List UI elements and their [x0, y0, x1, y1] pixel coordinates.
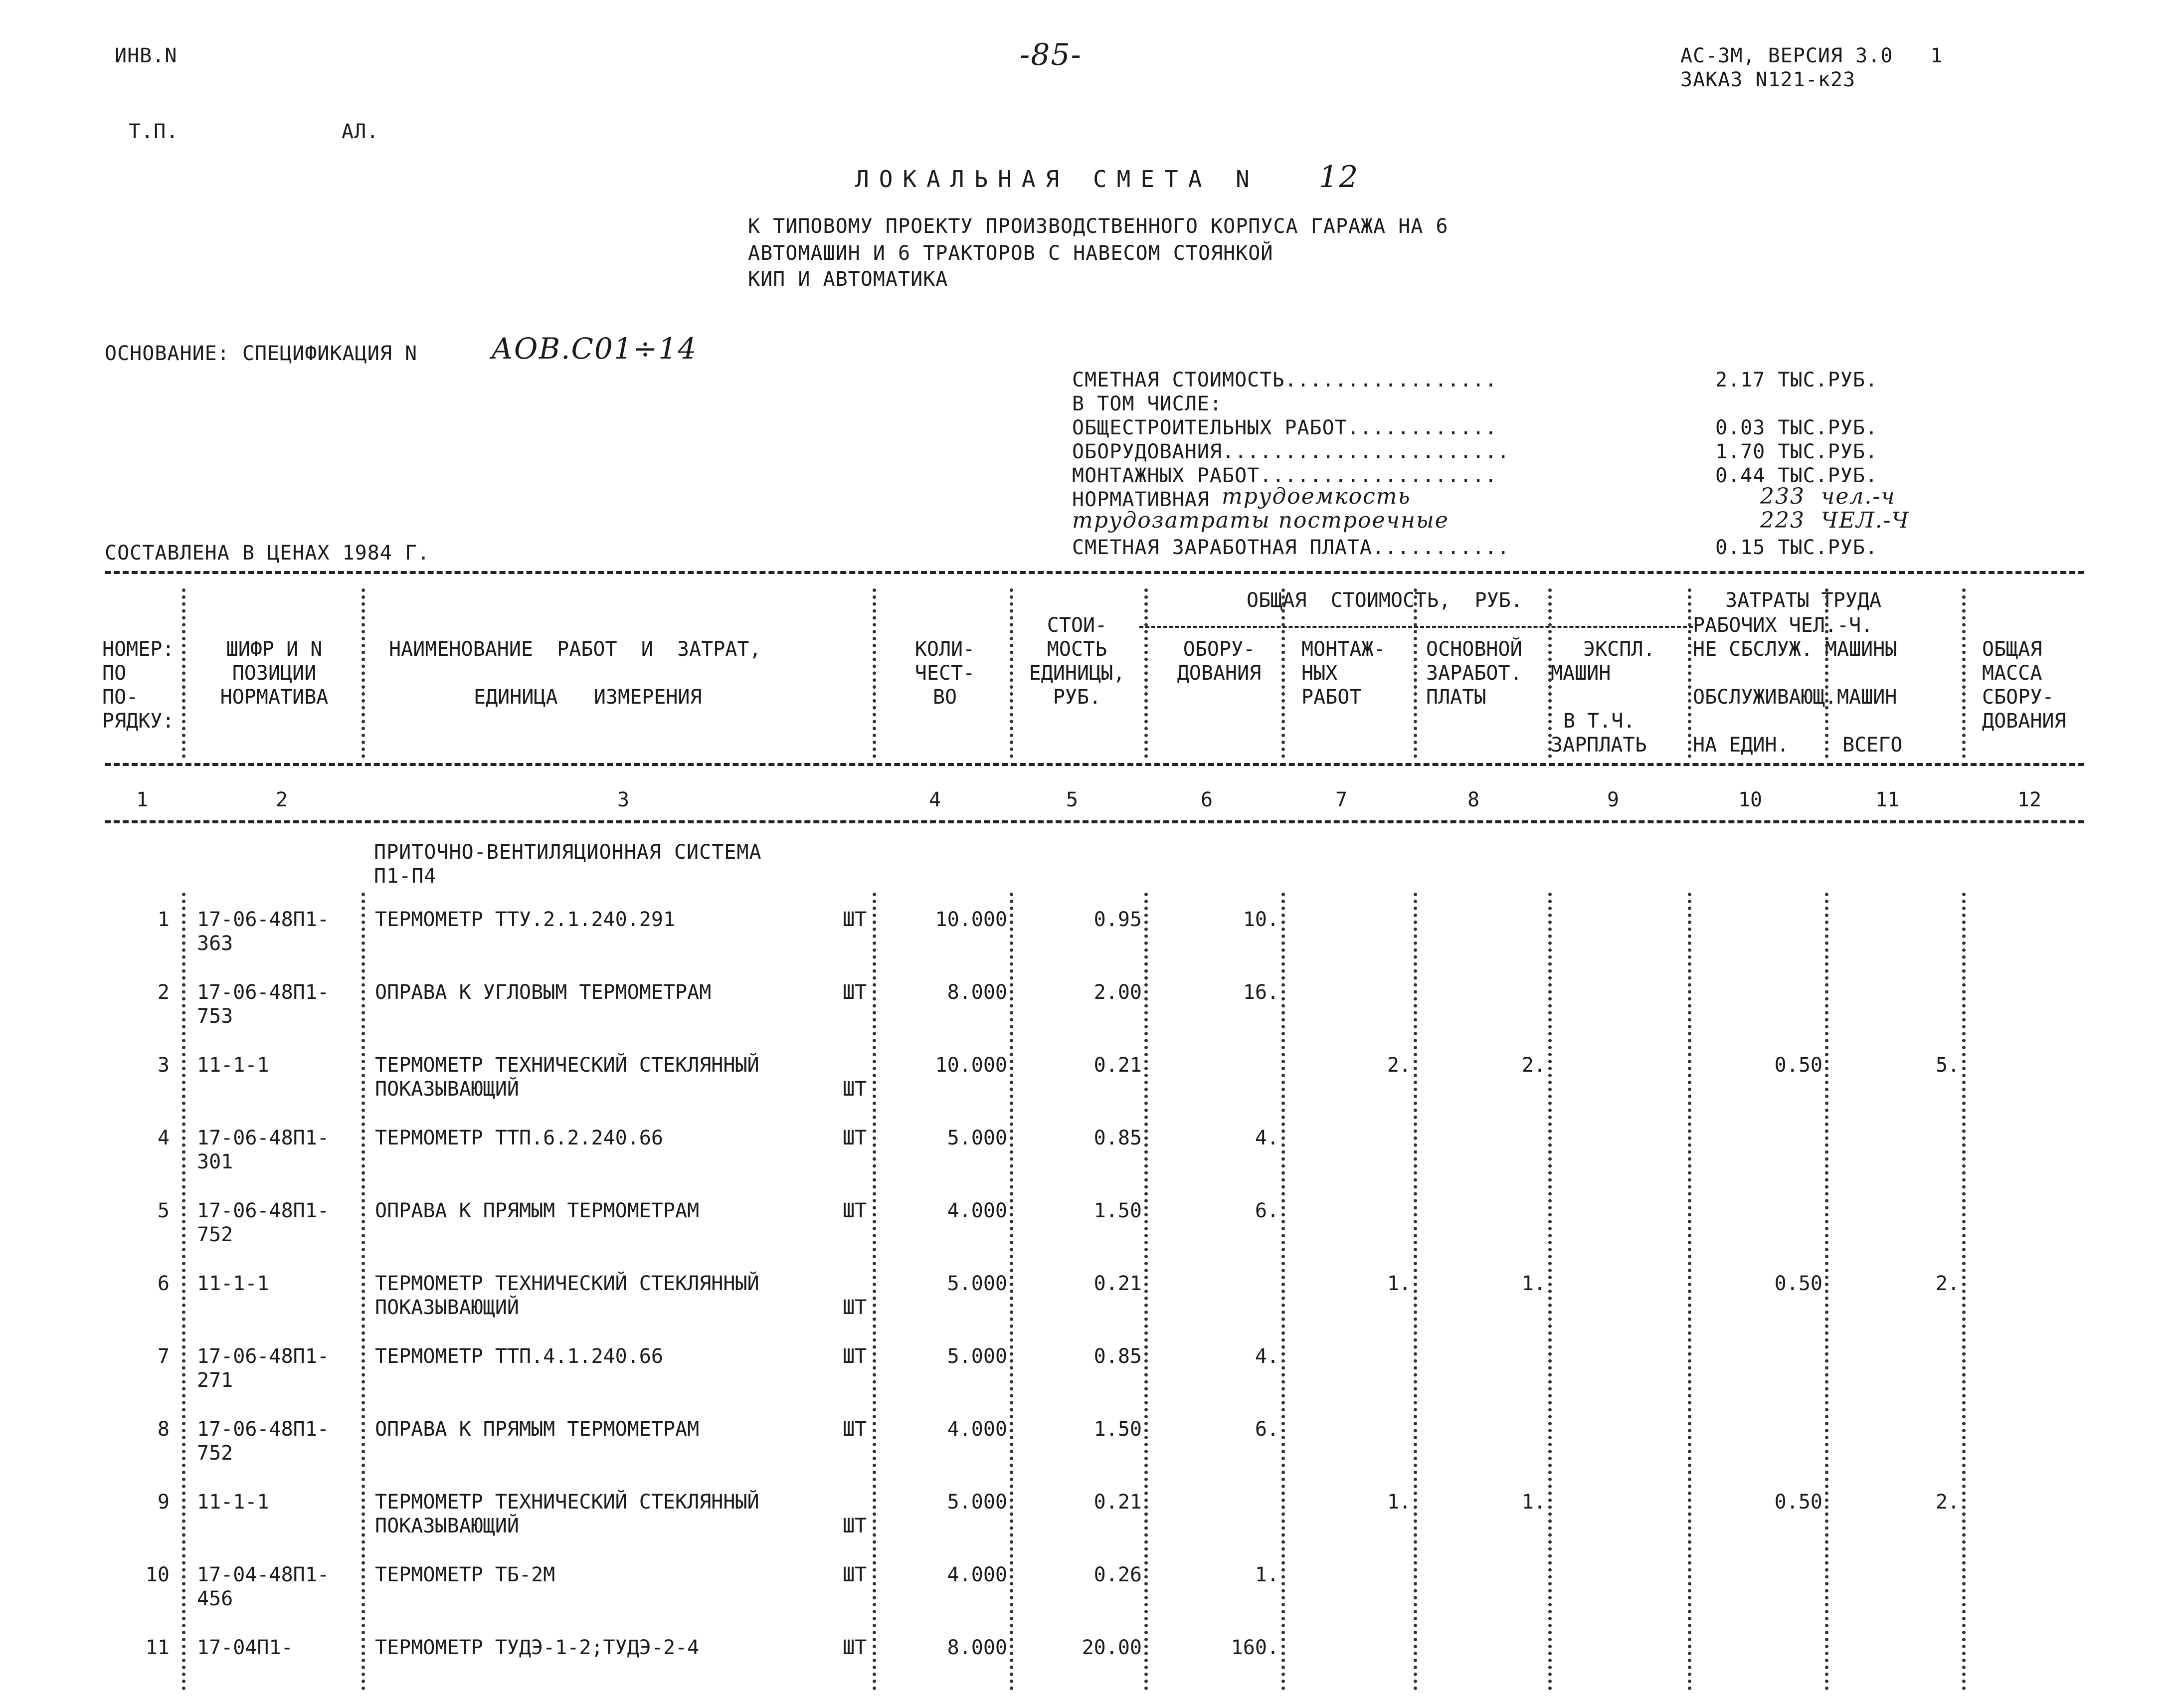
row-equipment: 6. — [1255, 1199, 1279, 1222]
summary-value: 2.17 ТЫС.РУБ. — [1715, 369, 1878, 391]
column-separator — [1688, 588, 1691, 758]
summary-value: 1.70 ТЫС.РУБ. — [1715, 440, 1878, 463]
row-unit: ШТ — [843, 1636, 867, 1659]
row-name: ТЕРМОМЕТР ТЕХНИЧЕСКИЙ СТЕКЛЯННЫЙ — [375, 1491, 759, 1514]
row-name: ТЕРМОМЕТР ТЕХНИЧЕСКИЙ СТЕКЛЯННЫЙ — [375, 1054, 759, 1077]
row-code: 11-1-1 — [197, 1491, 269, 1514]
header-labor-subgroup: НЕ СБСЛУЖ. МАШИНЫ — [1693, 638, 1897, 661]
row-number: 1 — [157, 908, 170, 931]
column-separator — [182, 588, 185, 758]
header-code: ПОЗИЦИИ — [232, 662, 317, 685]
column-number: 9 — [1607, 788, 1620, 811]
row-code: 17-06-48П1- — [197, 1199, 329, 1222]
column-separator — [362, 893, 365, 1691]
row-name: ТЕРМОМЕТР ТТП.6.2.240.66 — [375, 1127, 663, 1149]
tp-label: Т.П. — [129, 120, 179, 143]
column-number: 7 — [1335, 788, 1348, 811]
header-mass: СБОРУ- — [1982, 686, 2054, 709]
section-title-line-2: П1-П4 — [374, 865, 437, 888]
header-top-rule — [105, 571, 2084, 574]
header-cost-group: ОБЩАЯ СТОИМОСТЬ, РУБ. — [1247, 589, 1523, 612]
prices-note: СОСТАВЛЕНА В ЦЕНАХ 1984 Г. — [105, 542, 430, 565]
header-wages: ЗАРАБОТ. — [1426, 662, 1522, 685]
row-number: 10 — [145, 1563, 170, 1586]
row-quantity: 5.000 — [947, 1491, 1007, 1514]
column-separator — [1144, 588, 1148, 758]
row-name: ПОКАЗЫВАЮЩИЙ — [375, 1078, 519, 1101]
row-name: ПОКАЗЫВАЮЩИЙ — [375, 1296, 519, 1319]
row-unit: ШТ — [843, 1296, 867, 1319]
document-title: ЛОКАЛЬНАЯ СМЕТА N — [855, 166, 1260, 192]
row-code: 17-06-48П1- — [197, 1127, 329, 1149]
column-separator — [873, 588, 876, 758]
row-mounting: 1. — [1387, 1272, 1411, 1295]
row-unit: ШТ — [843, 1515, 867, 1537]
row-labor-unit: 0.50 — [1774, 1054, 1822, 1077]
column-separator — [362, 588, 365, 758]
column-number: 8 — [1467, 788, 1480, 811]
row-unit-price: 0.85 — [1093, 1345, 1142, 1368]
header-quantity: ЧЕСТ- — [914, 662, 975, 685]
column-number: 4 — [928, 788, 941, 811]
row-number: 4 — [157, 1127, 170, 1149]
subtitle-line-3: КИП И АВТОМАТИКА — [748, 268, 948, 291]
document-number: 12 — [1319, 160, 1359, 194]
row-code: 271 — [197, 1369, 233, 1392]
version-label: АС-3М, ВЕРСИЯ 3.0 1 — [1680, 44, 1943, 67]
column-numbers-rule — [105, 820, 2084, 823]
row-unit-price: 1.50 — [1093, 1199, 1142, 1222]
row-name: ОПРАВА К ПРЯМЫМ ТЕРМОМЕТРАМ — [375, 1199, 700, 1222]
column-number: 11 — [1875, 788, 1900, 811]
row-number: 7 — [157, 1345, 170, 1368]
row-code: 753 — [197, 1005, 233, 1028]
row-unit: ШТ — [843, 1418, 867, 1441]
basis-label: ОСНОВАНИЕ: СПЕЦИФИКАЦИЯ N — [105, 342, 418, 365]
header-labor-group: ЗАТРАТЫ ТРУДА — [1725, 589, 1882, 612]
header-labor-total: ВСЕГО — [1842, 734, 1903, 757]
header-mounting: МОНТАЖ- — [1301, 638, 1386, 661]
row-quantity: 4.000 — [947, 1563, 1007, 1586]
row-number: 9 — [157, 1491, 170, 1514]
row-code: 17-06-48П1- — [197, 1345, 329, 1368]
header-quantity: КОЛИ- — [914, 638, 975, 661]
al-label: АЛ. — [342, 120, 379, 143]
row-equipment: 10. — [1243, 908, 1279, 931]
row-equipment: 160. — [1231, 1636, 1279, 1659]
row-unit: ШТ — [843, 1345, 867, 1368]
section-title-line-1: ПРИТОЧНО-ВЕНТИЛЯЦИОННАЯ СИСТЕМА — [374, 841, 762, 864]
header-equipment: ДОВАНИЯ — [1177, 662, 1262, 685]
row-labor-total: 2. — [1935, 1272, 1960, 1295]
summary-label: В ТОМ ЧИСЛЕ: — [1072, 392, 1222, 415]
header-mounting: РАБОТ — [1301, 686, 1362, 709]
row-code: 363 — [197, 932, 233, 955]
column-separator — [1414, 893, 1417, 1691]
row-unit-price: 1.50 — [1093, 1418, 1142, 1441]
subtitle-line-1: К ТИПОВОМУ ПРОЕКТУ ПРОИЗВОДСТВЕННОГО КОРПУСА ГАРАЖА НА 6 — [748, 215, 1449, 238]
summary-value: 0.15 ТЫС.РУБ. — [1715, 536, 1878, 559]
row-code: 17-04П1- — [197, 1636, 293, 1659]
row-name: ТЕРМОМЕТР ТУДЭ-1-2;ТУДЭ-2-4 — [375, 1636, 700, 1659]
row-unit-price: 0.26 — [1093, 1563, 1142, 1586]
header-machines: В Т.Ч. — [1563, 710, 1635, 733]
row-quantity: 4.000 — [947, 1418, 1007, 1441]
column-number: 10 — [1738, 788, 1763, 811]
column-separator — [873, 893, 876, 1691]
row-code: 11-1-1 — [197, 1054, 269, 1077]
column-separator — [1962, 893, 1966, 1691]
row-equipment: 16. — [1243, 981, 1279, 1004]
header-code: НОРМАТИВА — [220, 686, 329, 709]
column-number: 2 — [275, 788, 288, 811]
row-number: 3 — [157, 1054, 170, 1077]
row-mounting: 1. — [1387, 1491, 1411, 1514]
row-labor-total: 2. — [1935, 1491, 1960, 1514]
row-unit-price: 0.21 — [1093, 1054, 1142, 1077]
summary-label: ОБЩЕСТРОИТЕЛЬНЫХ РАБОТ............ — [1072, 416, 1497, 439]
header-unit: ЕДИНИЦА ИЗМЕРЕНИЯ — [474, 686, 702, 709]
row-labor-total: 5. — [1935, 1054, 1960, 1077]
column-separator — [1281, 588, 1285, 758]
header-name: НАИМЕНОВАНИЕ РАБОТ И ЗАТРАТ, — [389, 638, 761, 661]
order-label: ЗАКАЗ N121-к23 — [1680, 68, 1856, 91]
row-number: 6 — [157, 1272, 170, 1295]
column-separator — [1414, 588, 1417, 758]
row-unit: ШТ — [843, 1078, 867, 1101]
header-code: ШИФР И N — [226, 638, 323, 661]
header-machines: МАШИН — [1551, 662, 1611, 685]
header-unit-price: СТОИ- — [1047, 614, 1107, 637]
row-name: ТЕРМОМЕТР ТБ-2М — [375, 1563, 555, 1586]
row-name: ОПРАВА К УГЛОВЫМ ТЕРМОМЕТРАМ — [375, 981, 712, 1004]
column-number: 6 — [1200, 788, 1213, 811]
header-unit-price: МОСТЬ — [1047, 638, 1107, 661]
header-labor-subgroup: ОБСЛУЖИВАЮЩ.МАШИН — [1693, 686, 1897, 709]
row-number: 8 — [157, 1418, 170, 1441]
row-unit-price: 0.21 — [1093, 1491, 1142, 1514]
summary-label: НОРМАТИВНАЯ — [1072, 488, 1210, 511]
summary-label: СМЕТНАЯ ЗАРАБОТНАЯ ПЛАТА........... — [1072, 536, 1510, 559]
row-labor-unit: 0.50 — [1774, 1491, 1822, 1514]
header-unit-price: РУБ. — [1053, 686, 1101, 709]
summary-value: 0.44 ТЫС.РУБ. — [1715, 464, 1878, 487]
column-separator — [1548, 893, 1552, 1691]
row-quantity: 5.000 — [947, 1272, 1007, 1295]
row-code: 301 — [197, 1150, 233, 1173]
column-number: 1 — [136, 788, 149, 811]
column-separator — [1688, 893, 1691, 1691]
row-number: 5 — [157, 1199, 170, 1222]
header-row-number: ПО- — [102, 686, 139, 709]
header-mounting: НЫХ — [1301, 662, 1338, 685]
row-labor-unit: 0.50 — [1774, 1272, 1822, 1295]
header-wages: ПЛАТЫ — [1426, 686, 1486, 709]
row-unit: ШТ — [843, 1563, 867, 1586]
row-code: 11-1-1 — [197, 1272, 269, 1295]
row-code: 752 — [197, 1442, 233, 1465]
column-separator — [182, 893, 185, 1691]
header-wages: ОСНОВНОЙ — [1426, 638, 1522, 661]
row-unit-price: 2.00 — [1093, 981, 1142, 1004]
column-number: 12 — [2017, 788, 2042, 811]
column-separator — [1825, 893, 1828, 1691]
row-code: 17-06-48П1- — [197, 908, 329, 931]
summary-label: МОНТАЖНЫХ РАБОТ................... — [1072, 464, 1497, 487]
row-quantity: 5.000 — [947, 1345, 1007, 1368]
row-code: 456 — [197, 1587, 233, 1610]
header-row-number: РЯДКУ: — [102, 710, 175, 733]
row-name: ПОКАЗЫВАЮЩИЙ — [375, 1515, 519, 1537]
row-wages: 2. — [1521, 1054, 1546, 1077]
header-labor-unit: НА ЕДИН. — [1693, 734, 1789, 757]
summary-value: 0.03 ТЫС.РУБ. — [1715, 416, 1878, 439]
header-labor-group: РАБОЧИХ ЧЕЛ.-Ч. — [1693, 614, 1873, 637]
row-unit-price: 0.95 — [1093, 908, 1142, 931]
row-code: 17-06-48П1- — [197, 981, 329, 1004]
row-name: ОПРАВА К ПРЯМЫМ ТЕРМОМЕТРАМ — [375, 1418, 700, 1441]
row-quantity: 10.000 — [935, 908, 1007, 931]
summary-label-handwritten: трудозатраты построечные — [1072, 508, 1449, 533]
inventory-label: ИНВ.N — [115, 44, 178, 67]
page-number: -85- — [1020, 37, 1082, 72]
row-equipment: 6. — [1255, 1418, 1279, 1441]
header-row-number: ПО — [102, 662, 127, 685]
column-number: 3 — [617, 788, 630, 811]
column-separator — [1010, 588, 1013, 758]
summary-label: СМЕТНАЯ СТОИМОСТЬ................. — [1072, 369, 1497, 391]
row-quantity: 8.000 — [947, 981, 1007, 1004]
row-code: 752 — [197, 1223, 233, 1246]
row-unit-price: 20.00 — [1082, 1636, 1142, 1659]
header-mass: ОБЩАЯ — [1982, 638, 2042, 661]
header-machines: ЗАРПЛАТЬ — [1551, 734, 1647, 757]
header-mass: ДОВАНИЯ — [1982, 710, 2066, 733]
column-number: 5 — [1066, 788, 1079, 811]
row-mounting: 2. — [1387, 1054, 1411, 1077]
summary-label-handwritten: трудоемкость — [1222, 484, 1411, 509]
row-unit: ШТ — [843, 908, 867, 931]
column-separator — [1144, 893, 1148, 1691]
row-equipment: 4. — [1255, 1127, 1279, 1149]
row-wages: 1. — [1521, 1272, 1546, 1295]
column-separator — [1010, 893, 1013, 1691]
column-separator — [1962, 588, 1966, 758]
row-number: 11 — [145, 1636, 170, 1659]
column-separator — [1281, 893, 1285, 1691]
row-unit: ШТ — [843, 981, 867, 1004]
subtitle-line-2: АВТОМАШИН И 6 ТРАКТОРОВ С НАВЕСОМ СТОЯНКОЙ — [748, 242, 1273, 265]
column-separator — [1825, 588, 1828, 758]
header-bottom-rule — [105, 763, 2084, 766]
row-unit: ШТ — [843, 1127, 867, 1149]
row-unit-price: 0.21 — [1093, 1272, 1142, 1295]
row-unit-price: 0.85 — [1093, 1127, 1142, 1149]
summary-value-handwritten: 233 чел.-ч — [1760, 484, 1896, 509]
header-row-number: НОМЕР: — [102, 638, 175, 661]
row-unit: ШТ — [843, 1199, 867, 1222]
row-quantity: 8.000 — [947, 1636, 1007, 1659]
row-quantity: 4.000 — [947, 1199, 1007, 1222]
summary-value-handwritten: 223 ЧЕЛ.-Ч — [1760, 508, 1910, 533]
row-equipment: 4. — [1255, 1345, 1279, 1368]
header-machines: ЭКСПЛ. — [1583, 638, 1655, 661]
row-equipment: 1. — [1255, 1563, 1279, 1586]
row-code: 17-04-48П1- — [197, 1563, 329, 1586]
row-wages: 1. — [1521, 1491, 1546, 1514]
row-number: 2 — [157, 981, 170, 1004]
header-unit-price: ЕДИНИЦЫ, — [1029, 662, 1125, 685]
row-name: ТЕРМОМЕТР ТТУ.2.1.240.291 — [375, 908, 676, 931]
header-quantity: ВО — [932, 686, 957, 709]
row-quantity: 10.000 — [935, 1054, 1007, 1077]
row-code: 17-06-48П1- — [197, 1418, 329, 1441]
header-mass: МАССА — [1982, 662, 2042, 685]
column-separator — [1548, 588, 1552, 758]
row-name: ТЕРМОМЕТР ТЕХНИЧЕСКИЙ СТЕКЛЯННЫЙ — [375, 1272, 759, 1295]
basis-spec-handwritten: АОВ.С01÷14 — [491, 332, 698, 366]
row-name: ТЕРМОМЕТР ТТП.4.1.240.66 — [375, 1345, 663, 1368]
row-quantity: 5.000 — [947, 1127, 1007, 1149]
summary-label: ОБОРУДОВАНИЯ....................... — [1072, 440, 1510, 463]
header-equipment: ОБОРУ- — [1183, 638, 1256, 661]
